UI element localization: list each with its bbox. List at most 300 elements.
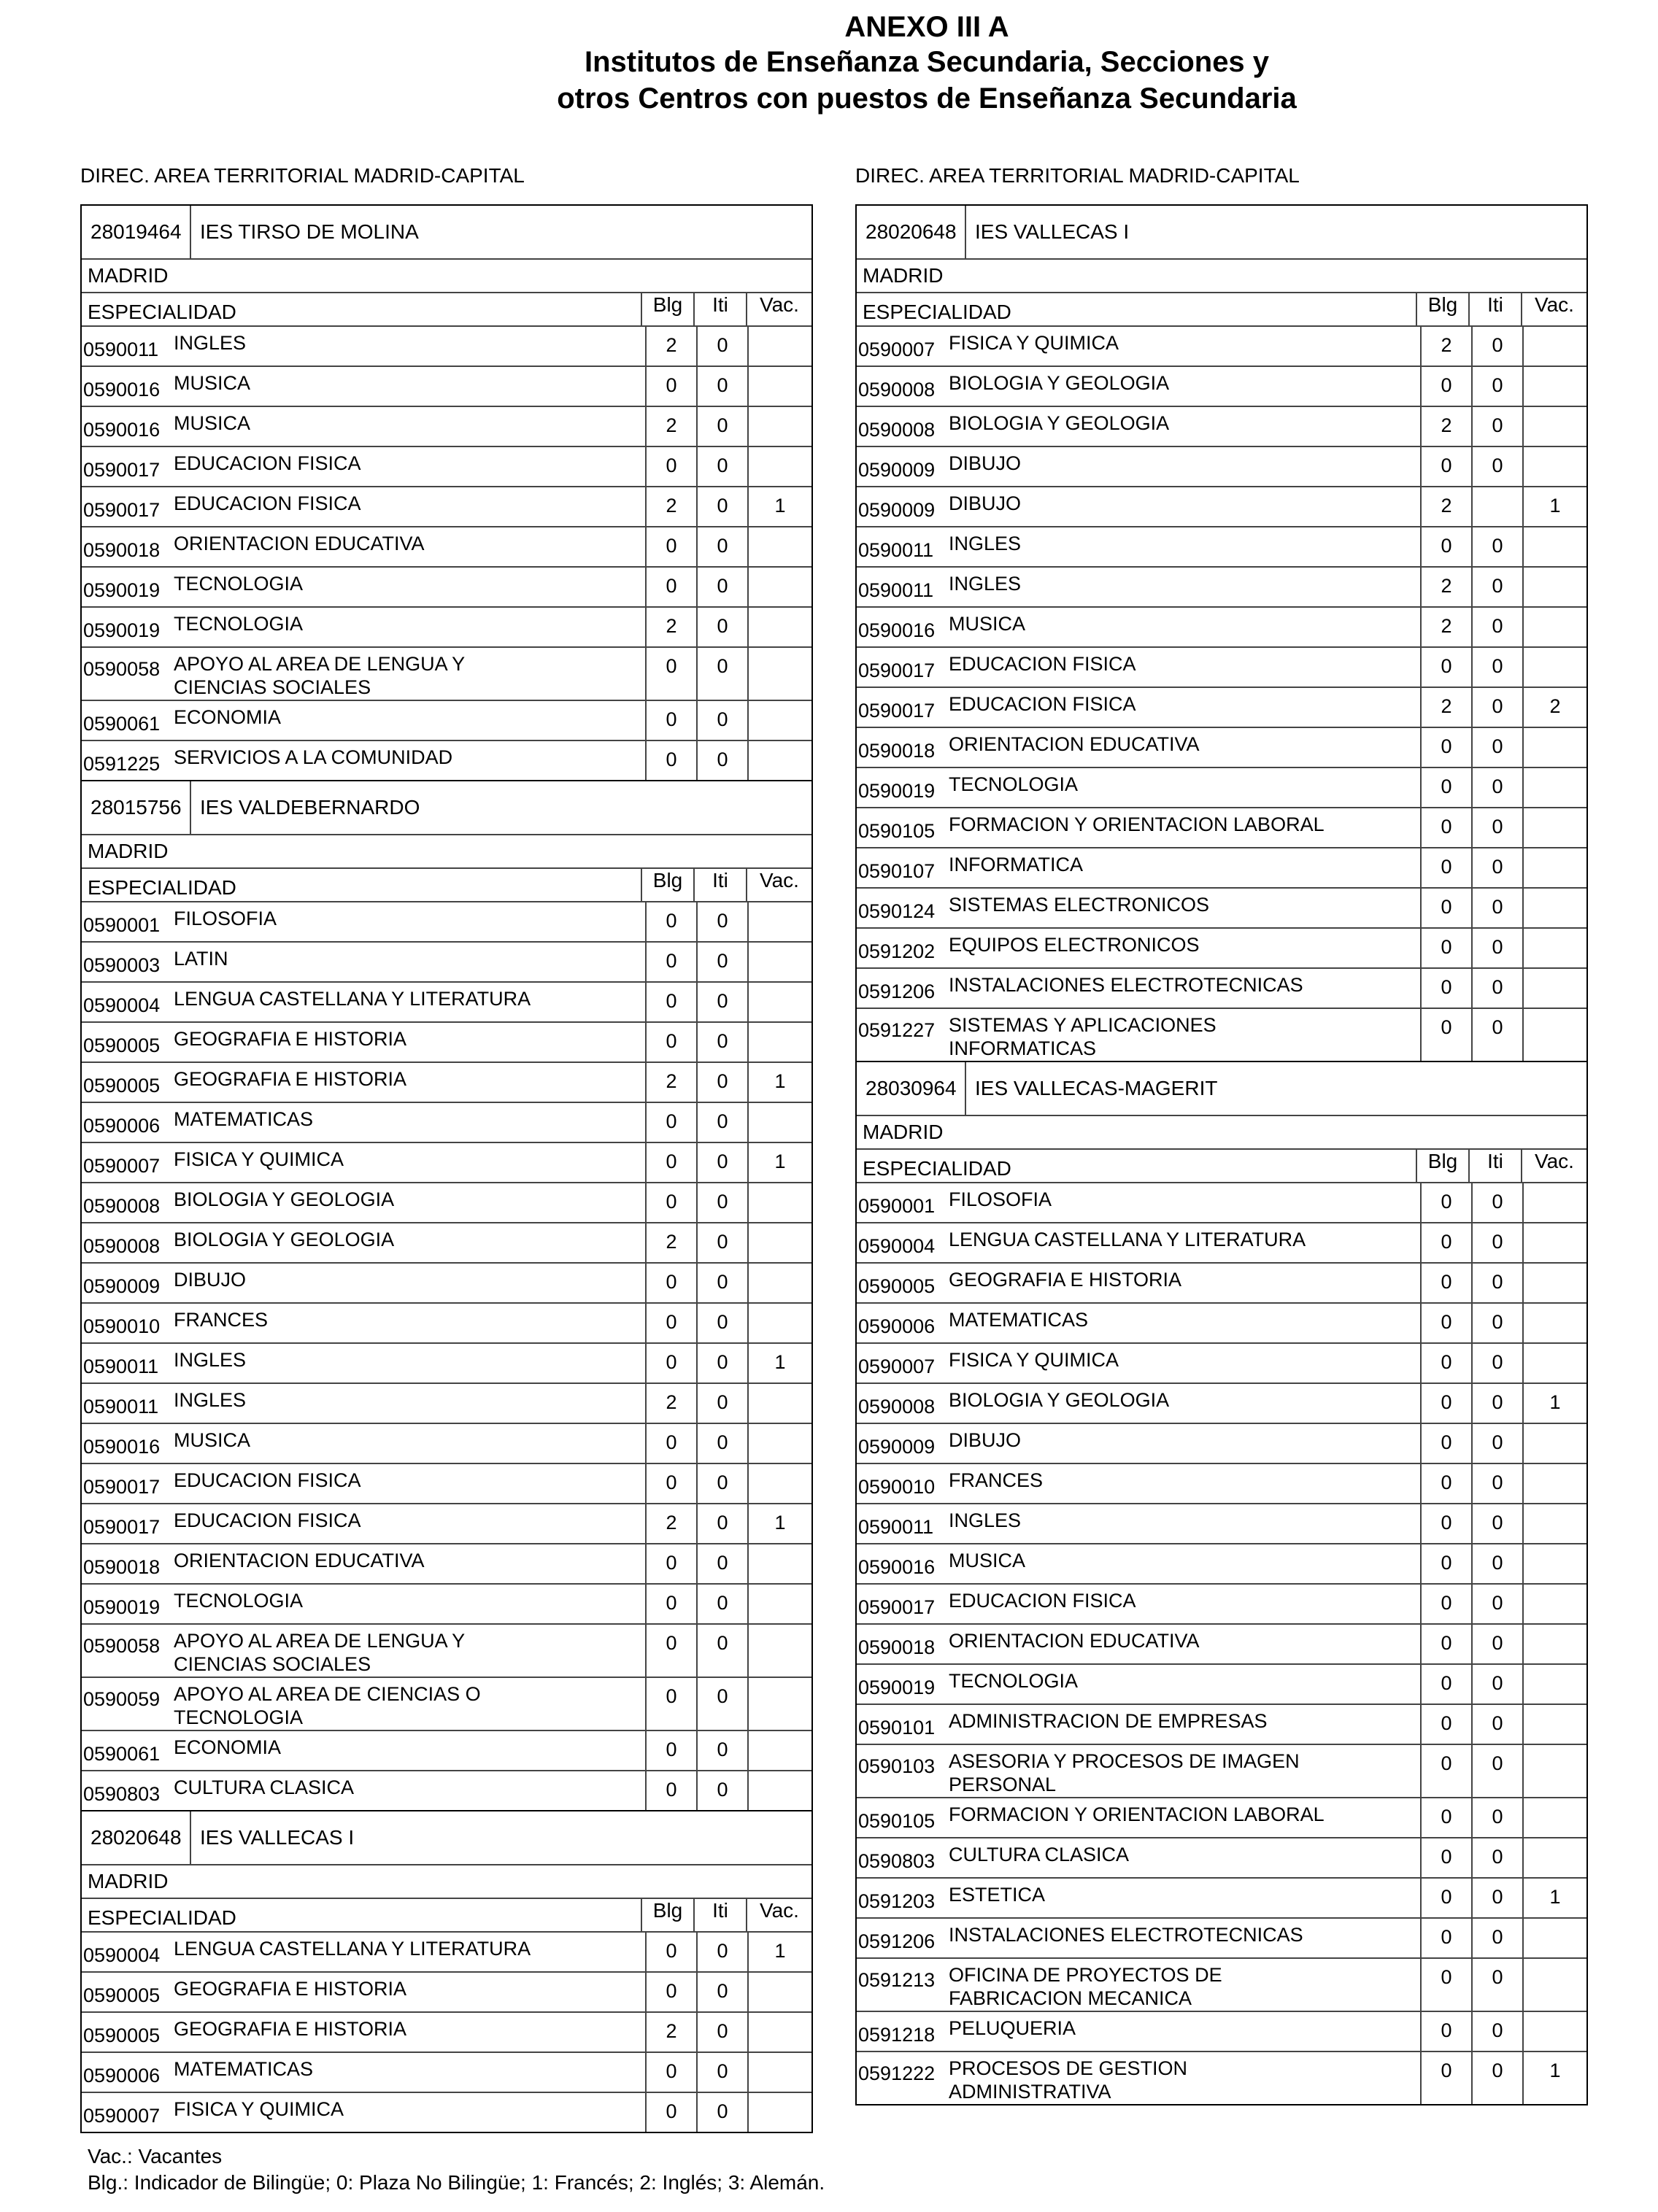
iti-value: 0 [1471, 1959, 1522, 2011]
table-row [857, 848, 1586, 889]
center-block [80, 780, 813, 1811]
vac-value [1522, 889, 1586, 927]
specialty-name: EDUCACION FISICA [174, 1469, 361, 1491]
blg-value: 2 [645, 1504, 696, 1543]
specialty-name: GEOGRAFIA E HISTORIA [174, 2018, 407, 2040]
blg-value: 2 [1420, 327, 1471, 366]
center-header [82, 206, 811, 260]
specialty-name: EDUCACION FISICA [949, 1590, 1136, 1612]
iti-value: 0 [696, 2093, 747, 2132]
vac-value [1522, 568, 1586, 606]
specialty-name: ORIENTACION EDUCATIVA [174, 1550, 425, 1571]
iti-value: 0 [696, 1143, 747, 1182]
center-city: MADRID [857, 260, 1586, 293]
iti-value: 0 [696, 1973, 747, 2011]
iti-value: 0 [696, 1464, 747, 1503]
blg-value: 0 [1420, 1264, 1471, 1302]
specialty-code: 0590017 [858, 700, 936, 722]
vac-value [1522, 608, 1586, 646]
iti-value: 0 [696, 568, 747, 606]
table-row [857, 1304, 1586, 1344]
iti-value: 0 [696, 1304, 747, 1342]
specialty-code: 0590018 [83, 1556, 161, 1578]
center-name: IES VALLECAS I [200, 1826, 355, 1849]
table-row [857, 447, 1586, 487]
col-blg: Blg [1416, 293, 1468, 325]
specialty-code: 0590017 [83, 1476, 161, 1498]
specialty-name: GEOGRAFIA E HISTORIA [949, 1269, 1182, 1291]
table-row [857, 1009, 1586, 1061]
vac-value: 1 [1522, 1384, 1586, 1423]
table-row [857, 1344, 1586, 1384]
specialty-code: 0590105 [858, 1810, 936, 1832]
blg-value: 0 [1420, 2012, 1471, 2051]
blg-value: 0 [645, 1424, 696, 1463]
blg-value: 0 [645, 983, 696, 1021]
specialty-name: GEOGRAFIA E HISTORIA [174, 1068, 407, 1090]
vac-value [1522, 1264, 1586, 1302]
specialty-code: 0590017 [858, 660, 936, 681]
specialty-code: 0590004 [83, 1944, 161, 1966]
blg-value: 0 [1420, 447, 1471, 486]
vac-value [747, 648, 811, 700]
specialty-name: SERVICIOS A LA COMUNIDAD [174, 746, 453, 768]
specialty-code: 0590008 [83, 1195, 161, 1217]
table-row [857, 2012, 1586, 2052]
specialty-name: FILOSOFIA [174, 908, 277, 929]
blg-value: 0 [645, 1625, 696, 1677]
specialty-code: 0590016 [83, 1436, 161, 1458]
iti-value: 0 [696, 1183, 747, 1222]
blg-value: 0 [1420, 1183, 1471, 1222]
specialty-code: 0590004 [858, 1235, 936, 1257]
specialty-code: 0590005 [858, 1275, 936, 1297]
specialty-code: 0590007 [858, 1356, 936, 1377]
vac-value: 1 [747, 1504, 811, 1543]
table-row [82, 1344, 811, 1384]
iti-value: 0 [1471, 1798, 1522, 1837]
specialty-code: 0590017 [83, 499, 161, 521]
specialty-name: ASESORIA Y PROCESOS DE IMAGEN PERSONAL [949, 1750, 1300, 1795]
specialty-name: INGLES [174, 1389, 247, 1411]
specialty-code: 0590009 [858, 459, 936, 481]
specialty-name: INSTALACIONES ELECTROTECNICAS [949, 974, 1303, 996]
vac-value [1522, 1424, 1586, 1463]
col-blg: Blg [1416, 1150, 1468, 1182]
vac-value [1522, 1625, 1586, 1663]
specialty-code: 0590009 [83, 1275, 161, 1297]
vac-value [747, 568, 811, 606]
table-row [857, 327, 1586, 367]
table-row [857, 808, 1586, 848]
specialty-name: ESTETICA [949, 1884, 1046, 1906]
table-row [82, 1731, 811, 1771]
col-blg: Blg [641, 1899, 693, 1931]
iti-value: 0 [696, 1933, 747, 1971]
specialty-name: ECONOMIA [174, 1736, 282, 1758]
blg-value: 0 [645, 367, 696, 406]
blg-value: 0 [645, 1771, 696, 1810]
blg-value: 0 [645, 568, 696, 606]
table-row [857, 1424, 1586, 1464]
specialty-name: MUSICA [949, 613, 1026, 635]
blg-value: 0 [1420, 768, 1471, 807]
vac-value [747, 1625, 811, 1677]
blg-value: 0 [1420, 367, 1471, 406]
table-row [857, 367, 1586, 407]
specialty-code: 0590019 [83, 579, 161, 601]
table-row [857, 1798, 1586, 1838]
col-especialidad: ESPECIALIDAD [88, 876, 236, 899]
specialty-code: 0590001 [83, 914, 161, 936]
table-row [82, 1544, 811, 1585]
blg-value: 0 [645, 1678, 696, 1730]
iti-value: 0 [1471, 1585, 1522, 1623]
blg-value: 0 [1420, 1464, 1471, 1503]
specialty-code: 0590004 [83, 994, 161, 1016]
blg-value: 2 [1420, 608, 1471, 646]
iti-value: 0 [1471, 407, 1522, 446]
col-vac: Vac. [1521, 1150, 1586, 1182]
col-iti: Iti [693, 1899, 746, 1931]
iti-value: 0 [1471, 688, 1522, 727]
specialty-name: DIBUJO [949, 452, 1022, 474]
blg-value: 2 [1420, 688, 1471, 727]
vac-value: 1 [747, 1063, 811, 1102]
vac-value: 1 [747, 1933, 811, 1971]
specialty-code: 0590008 [858, 419, 936, 441]
blg-value: 0 [1420, 1424, 1471, 1463]
center-header [82, 781, 811, 835]
blg-value: 0 [1420, 728, 1471, 767]
vac-value [1522, 1504, 1586, 1543]
vac-value: 1 [1522, 2052, 1586, 2104]
vac-value [1522, 1919, 1586, 1957]
center-block [80, 204, 813, 781]
table-row [82, 1183, 811, 1223]
table-row [857, 1264, 1586, 1304]
blg-value: 2 [645, 1063, 696, 1102]
iti-value: 0 [696, 487, 747, 526]
blg-value: 2 [645, 1223, 696, 1262]
center-header [82, 1811, 811, 1865]
blg-value: 0 [1420, 848, 1471, 887]
blg-value: 0 [1420, 969, 1471, 1008]
specialty-name: EDUCACION FISICA [174, 492, 361, 514]
vac-value [1522, 1959, 1586, 2011]
specialty-name: EDUCACION FISICA [174, 1509, 361, 1531]
table-header [857, 293, 1586, 327]
iti-value: 0 [1471, 568, 1522, 606]
blg-value: 0 [1420, 808, 1471, 847]
iti-value: 0 [1471, 889, 1522, 927]
vac-value [747, 943, 811, 981]
iti-value: 0 [1471, 527, 1522, 566]
iti-value: 0 [696, 1678, 747, 1730]
vac-value [1522, 1223, 1586, 1262]
specialty-code: 0591213 [858, 1969, 936, 1991]
specialty-name: TECNOLOGIA [174, 573, 304, 595]
iti-value: 0 [696, 527, 747, 566]
center-header [857, 1062, 1586, 1116]
blg-value: 2 [1420, 487, 1471, 526]
specialty-name: FILOSOFIA [949, 1188, 1052, 1210]
specialty-code: 0591203 [858, 1890, 936, 1912]
specialty-name: DIBUJO [949, 492, 1022, 514]
iti-value: 0 [696, 1063, 747, 1102]
iti-value: 0 [696, 943, 747, 981]
specialty-code: 0590016 [83, 379, 161, 401]
specialty-name: SISTEMAS Y APLICACIONES INFORMATICAS [949, 1014, 1216, 1059]
center-block [80, 1810, 813, 2133]
specialty-code: 0590017 [83, 1516, 161, 1538]
blg-value: 0 [645, 527, 696, 566]
col-iti: Iti [1468, 293, 1521, 325]
col-blg: Blg [641, 869, 693, 901]
legend-bilingue: Blg.: Indicador de Bilingüe; 0: Plaza No Bilingüe; 1: Francés; 2: Inglés; 3: Alemán. [88, 2171, 825, 2194]
blg-value: 0 [645, 1933, 696, 1971]
vac-value [1522, 929, 1586, 967]
specialty-code: 0591206 [858, 1930, 936, 1952]
specialty-code: 0590011 [858, 539, 934, 561]
iti-value: 0 [696, 1585, 747, 1623]
iti-value: 0 [696, 741, 747, 780]
vac-value [1522, 527, 1586, 566]
center-name: IES TIRSO DE MOLINA [200, 220, 419, 243]
vac-value [747, 1771, 811, 1810]
iti-value: 0 [1471, 1838, 1522, 1877]
table-row [857, 889, 1586, 929]
specialty-name: ECONOMIA [174, 706, 282, 728]
iti-value: 0 [696, 447, 747, 486]
vac-value [1522, 447, 1586, 486]
blg-value: 0 [645, 1731, 696, 1770]
specialty-name: TECNOLOGIA [174, 613, 304, 635]
vac-value [1522, 1745, 1586, 1797]
vac-value [747, 327, 811, 366]
blg-value: 0 [1420, 648, 1471, 687]
vac-value [747, 527, 811, 566]
annex-subtitle-line2: otros Centros con puestos de Enseñanza Secundaria [557, 82, 1297, 115]
vac-value [747, 1585, 811, 1623]
col-especialidad: ESPECIALIDAD [88, 301, 236, 323]
vac-value [747, 608, 811, 646]
blg-value: 0 [1420, 1585, 1471, 1623]
table-row [82, 568, 811, 608]
blg-value: 0 [645, 741, 696, 780]
iti-value: 0 [1471, 1745, 1522, 1797]
specialty-name: ORIENTACION EDUCATIVA [949, 733, 1200, 755]
table-row [857, 568, 1586, 608]
table-row [82, 943, 811, 983]
iti-value: 0 [1471, 1504, 1522, 1543]
table-header [82, 1899, 811, 1933]
col-vac: Vac. [746, 869, 811, 901]
table-row [857, 2052, 1586, 2104]
specialty-name: INFORMATICA [949, 854, 1083, 875]
vac-value [1522, 1009, 1586, 1061]
blg-value: 2 [645, 327, 696, 366]
specialty-code: 0590009 [858, 499, 936, 521]
specialty-code: 0590011 [83, 339, 159, 360]
iti-value: 0 [1471, 808, 1522, 847]
specialty-name: INSTALACIONES ELECTROTECNICAS [949, 1924, 1303, 1946]
specialty-name: LENGUA CASTELLANA Y LITERATURA [174, 1938, 531, 1960]
vac-value [1522, 407, 1586, 446]
table-row [82, 367, 811, 407]
blg-value: 0 [645, 1544, 696, 1583]
blg-value: 2 [1420, 568, 1471, 606]
vac-value [747, 1223, 811, 1262]
specialty-name: TECNOLOGIA [174, 1590, 304, 1612]
specialty-name: INGLES [174, 332, 247, 354]
specialty-code: 0590103 [858, 1755, 936, 1777]
vac-value [1522, 2012, 1586, 2051]
iti-value: 0 [696, 1264, 747, 1302]
vac-value [1522, 969, 1586, 1008]
legend-vacantes: Vac.: Vacantes [88, 2145, 223, 2167]
blg-value: 0 [645, 648, 696, 700]
specialty-name: MATEMATICAS [949, 1309, 1089, 1331]
specialty-name: LATIN [174, 948, 228, 970]
iti-value: 0 [1471, 1464, 1522, 1503]
table-row [82, 608, 811, 648]
blg-value: 2 [645, 407, 696, 446]
specialty-name: INGLES [949, 533, 1022, 554]
specialty-name: FISICA Y QUIMICA [949, 332, 1119, 354]
blg-value: 0 [645, 943, 696, 981]
table-row [857, 487, 1586, 527]
iti-value: 0 [1471, 1424, 1522, 1463]
table-row [857, 969, 1586, 1009]
specialty-code: 0590011 [858, 1516, 934, 1538]
center-header [857, 206, 1586, 260]
specialty-code: 0590016 [858, 619, 936, 641]
table-row [82, 1771, 811, 1810]
iti-value: 0 [1471, 1223, 1522, 1262]
iti-value: 0 [696, 1625, 747, 1677]
vac-value [1522, 1705, 1586, 1744]
col-vac: Vac. [746, 1899, 811, 1931]
vac-value [1522, 1665, 1586, 1704]
specialty-name: GEOGRAFIA E HISTORIA [174, 1978, 407, 2000]
col-vac: Vac. [746, 293, 811, 325]
specialty-name: MUSICA [174, 412, 251, 434]
vac-value [747, 902, 811, 941]
col-iti: Iti [693, 869, 746, 901]
specialty-name: FORMACION Y ORIENTACION LABORAL [949, 813, 1325, 835]
iti-value: 0 [1471, 2052, 1522, 2104]
specialty-code: 0590017 [858, 1596, 936, 1618]
table-header [82, 869, 811, 902]
iti-value: 0 [1471, 1009, 1522, 1061]
iti-value: 0 [696, 1344, 747, 1382]
iti-value: 0 [696, 701, 747, 740]
center-code: 28020648 [82, 1811, 191, 1864]
iti-value: 0 [1471, 1919, 1522, 1957]
iti-value: 0 [1471, 969, 1522, 1008]
blg-value: 0 [1420, 1304, 1471, 1342]
center-code: 28030964 [857, 1062, 966, 1115]
table-row [82, 2093, 811, 2132]
specialty-code: 0590007 [83, 1155, 161, 1177]
specialty-code: 0590005 [83, 2025, 161, 2046]
center-city: MADRID [857, 1116, 1586, 1150]
center-code: 28015756 [82, 781, 191, 834]
vac-value: 2 [1522, 688, 1586, 727]
blg-value: 0 [1420, 527, 1471, 566]
table-row [82, 447, 811, 487]
specialty-code: 0590005 [83, 1075, 161, 1097]
table-row [857, 929, 1586, 969]
iti-value: 0 [1471, 2012, 1522, 2051]
specialty-code: 0590006 [858, 1315, 936, 1337]
vac-value [747, 983, 811, 1021]
specialty-name: INGLES [174, 1349, 247, 1371]
table-row [82, 327, 811, 367]
specialty-name: OFICINA DE PROYECTOS DE FABRICACION MECANICA [949, 1964, 1222, 2009]
table-row [857, 1919, 1586, 1959]
iti-value: 0 [1471, 608, 1522, 646]
specialty-name: CULTURA CLASICA [174, 1776, 355, 1798]
specialty-name: BIOLOGIA Y GEOLOGIA [949, 412, 1170, 434]
specialty-name: DIBUJO [174, 1269, 247, 1291]
specialty-code: 0590018 [83, 539, 161, 561]
specialty-code: 0590016 [83, 419, 161, 441]
table-header [82, 293, 811, 327]
table-row [82, 1023, 811, 1063]
center-name: IES VALLECAS I [975, 220, 1130, 243]
specialty-name: MUSICA [174, 1429, 251, 1451]
specialty-name: FISICA Y QUIMICA [949, 1349, 1119, 1371]
table-row [82, 1063, 811, 1103]
blg-value: 0 [1420, 929, 1471, 967]
vac-value [747, 1183, 811, 1222]
table-row [82, 1504, 811, 1544]
blg-value: 0 [645, 1464, 696, 1503]
specialty-name: BIOLOGIA Y GEOLOGIA [174, 1229, 395, 1250]
table-row [857, 1959, 1586, 2012]
vac-value [747, 1424, 811, 1463]
table-row [82, 1424, 811, 1464]
specialty-code: 0591206 [858, 981, 936, 1002]
table-row [82, 1933, 811, 1973]
specialty-name: CULTURA CLASICA [949, 1844, 1130, 1865]
specialty-code: 0590059 [83, 1688, 161, 1710]
center-stack [855, 206, 1588, 2105]
specialty-code: 0590124 [858, 900, 936, 922]
table-header [857, 1150, 1586, 1183]
vac-value [747, 1264, 811, 1302]
table-row [82, 648, 811, 701]
table-row [857, 1745, 1586, 1798]
iti-value: 0 [696, 2053, 747, 2092]
col-especialidad: ESPECIALIDAD [863, 301, 1011, 323]
specialty-name: EDUCACION FISICA [174, 452, 361, 474]
table-row [857, 1838, 1586, 1879]
iti-value: 0 [696, 1771, 747, 1810]
specialty-name: FRANCES [949, 1469, 1044, 1491]
specialty-name: APOYO AL AREA DE LENGUA Y CIENCIAS SOCIALES [174, 653, 466, 698]
specialty-code: 0590007 [83, 2105, 161, 2127]
iti-value: 0 [1471, 728, 1522, 767]
blg-value: 0 [645, 1143, 696, 1182]
blg-value: 2 [1420, 407, 1471, 446]
iti-value: 0 [1471, 1879, 1522, 1917]
specialty-code: 0590019 [83, 619, 161, 641]
table-row [82, 2013, 811, 2053]
specialty-code: 0590008 [83, 1235, 161, 1257]
